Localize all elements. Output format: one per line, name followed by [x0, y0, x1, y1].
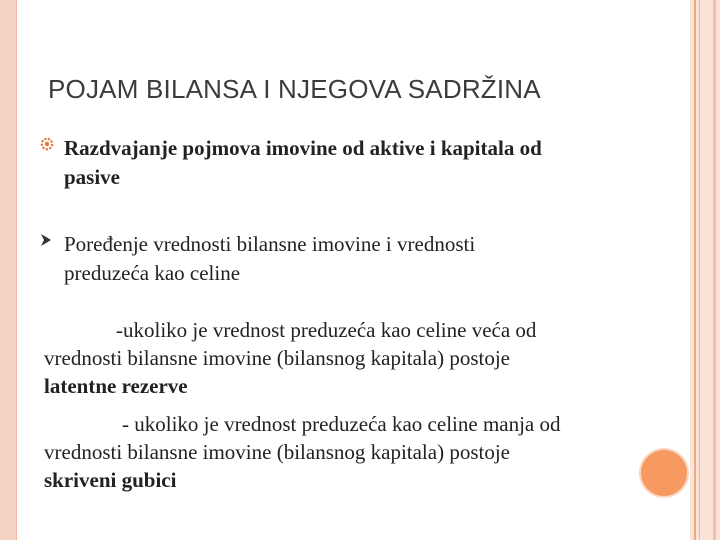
paragraph-line: vrednosti bilansne imovine (bilansnog kapitala) postoje — [44, 440, 510, 464]
bullet-line: preduzeća kao celine — [64, 261, 241, 285]
explanation-paragraph — [44, 410, 634, 494]
emphasis-text: skriveni gubici — [44, 468, 177, 492]
paragraph-line: - ukoliko je vrednost preduzeća kao celine manja od — [122, 412, 561, 436]
gear-bullet-icon — [40, 137, 54, 157]
bullet-text — [64, 230, 634, 288]
left-frame-line — [16, 0, 17, 540]
bullet-line: Poređenje vrednosti bilansne imovine i vrednosti — [64, 232, 476, 256]
explanation-paragraph — [44, 316, 634, 400]
right-frame-line — [713, 0, 716, 540]
left-frame-bar — [0, 0, 16, 540]
bullet-line: pasive — [64, 165, 121, 189]
paragraph-line: -ukoliko je vrednost preduzeća kao celine veća od — [116, 318, 537, 342]
emphasis-text: latentne rezerve — [44, 374, 188, 398]
bullet-text — [64, 134, 634, 192]
right-frame-line — [699, 0, 700, 540]
bullet-line: Razdvajanje pojmova imovine od aktive i kapitala od — [64, 136, 542, 160]
decorative-circle — [641, 450, 687, 496]
slide-title: POJAM BILANSA I NJEGOVA SADRŽINA — [48, 74, 541, 104]
arrow-bullet-icon — [40, 233, 54, 253]
right-frame-line — [694, 0, 696, 540]
paragraph-line: vrednosti bilansne imovine (bilansnog kapitala) postoje — [44, 346, 510, 370]
